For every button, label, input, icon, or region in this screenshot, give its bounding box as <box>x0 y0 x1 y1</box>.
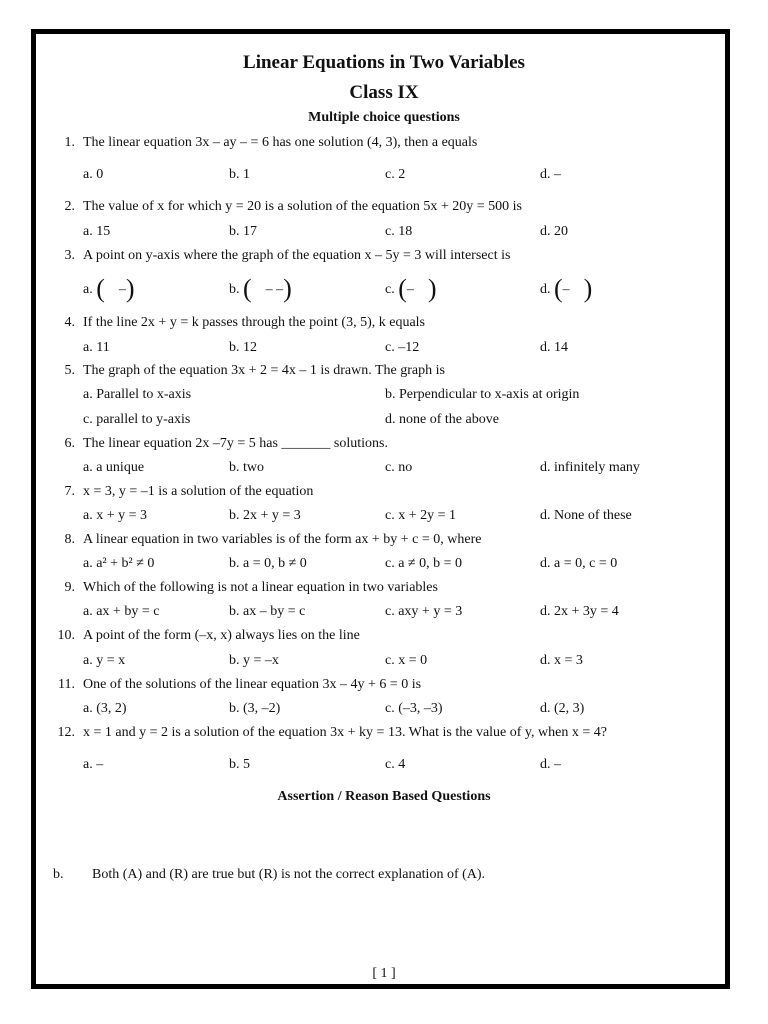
option-b: b. 2x + y = 3 <box>229 508 301 523</box>
question-number: 1. <box>64 135 75 150</box>
option-d: d. – <box>540 167 561 182</box>
option-d: d. None of these <box>540 508 632 523</box>
question-text: The linear equation 3x – ay – = 6 has one solution (4, 3), then a equals <box>83 135 478 150</box>
question-text: A point on y-axis where the graph of the equation x – 5y = 3 will intersect is <box>83 248 511 263</box>
open-paren: ( <box>243 274 252 303</box>
question-12 <box>55 724 607 742</box>
question-number: 2. <box>64 199 75 214</box>
option-fraction: – <box>562 282 570 297</box>
question-number: 7. <box>64 484 75 499</box>
option-b: b. two <box>229 460 264 475</box>
option-d: d. 2x + 3y = 4 <box>540 604 619 619</box>
question-7 <box>55 483 314 501</box>
question-text: A linear equation in two variables is of the form ax + by + c = 0, where <box>83 532 482 547</box>
question-5 <box>55 362 445 380</box>
question-number: 6. <box>64 436 75 451</box>
option-a: a. ax + by = c <box>83 604 160 619</box>
option-c: c. 2 <box>385 167 406 182</box>
option-c: c. x + 2y = 1 <box>385 508 457 523</box>
option-b: b. 17 <box>229 224 257 239</box>
open-paren: ( <box>398 274 407 303</box>
question-number: 3. <box>64 248 75 263</box>
option-c: c. axy + y = 3 <box>385 604 463 619</box>
question-text: Which of the following is not a linear equation in two variables <box>83 580 438 595</box>
option-b: b. ( – –) <box>229 274 292 303</box>
option-a: a. Parallel to x-axis <box>83 387 192 402</box>
option-d: d. infinitely many <box>540 460 640 475</box>
option-b: b. a = 0, b ≠ 0 <box>229 556 307 571</box>
assertion-text: Both (A) and (R) are true but (R) is not the correct explanation of (A). <box>92 867 486 882</box>
question-11 <box>55 676 422 694</box>
section-heading-assertion: Assertion / Reason Based Questions <box>277 789 491 804</box>
option-c: c. (–3, –3) <box>385 701 443 716</box>
question-number: 5. <box>64 363 75 378</box>
question-number: 10. <box>57 628 75 643</box>
option-fraction: – – <box>265 282 284 297</box>
option-a: a. 11 <box>83 340 110 355</box>
option-d: d. x = 3 <box>540 653 583 668</box>
option-d: d. 20 <box>540 224 568 239</box>
section-heading-mcq: Multiple choice questions <box>308 110 460 125</box>
option-d: d. – <box>540 757 561 772</box>
option-b: b. 12 <box>229 340 257 355</box>
option-c: c. –12 <box>385 340 420 355</box>
option-c: c. no <box>385 460 413 475</box>
question-3 <box>55 247 511 265</box>
question-10 <box>55 627 360 645</box>
question-number: 9. <box>64 580 75 595</box>
option-c: c. parallel to y-axis <box>83 412 191 427</box>
option-b: b. y = –x <box>229 653 279 668</box>
question-text: x = 3, y = –1 is a solution of the equation <box>83 484 314 499</box>
option-d: d. 14 <box>540 340 568 355</box>
option-c: c. 18 <box>385 224 413 239</box>
option-b: b. 1 <box>229 167 250 182</box>
close-paren: ) <box>125 274 135 303</box>
option-a: a. 15 <box>83 224 111 239</box>
option-b: b. (3, –2) <box>229 701 281 716</box>
question-6 <box>55 435 388 453</box>
document-title: Linear Equations in Two Variables <box>243 52 525 73</box>
question-number: 4. <box>64 315 75 330</box>
assertion-option-b <box>53 866 486 884</box>
option-c: c. x = 0 <box>385 653 428 668</box>
question-text: One of the solutions of the linear equation 3x – 4y + 6 = 0 is <box>83 677 422 692</box>
question-number: 8. <box>64 532 75 547</box>
question-9 <box>55 579 438 597</box>
option-d: d. none of the above <box>385 412 499 427</box>
option-a: a. – <box>83 757 104 772</box>
option-b: b. 5 <box>229 757 250 772</box>
class-label: Class IX <box>349 82 419 103</box>
option-a: a. a² + b² ≠ 0 <box>83 556 155 571</box>
question-1 <box>55 134 478 152</box>
question-2 <box>55 198 522 216</box>
option-fraction: – <box>118 282 126 297</box>
close-paren: ) <box>427 274 437 303</box>
option-c: c. (– ) <box>385 274 437 303</box>
option-a: a. (3, 2) <box>83 701 127 716</box>
open-paren: ( <box>96 274 105 303</box>
option-d: d. (2, 3) <box>540 701 585 716</box>
question-number: 12. <box>57 725 75 740</box>
option-b: b. ax – by = c <box>229 604 306 619</box>
question-text: A point of the form (–x, x) always lies on the line <box>83 628 360 643</box>
option-c: c. 4 <box>385 757 406 772</box>
question-number: 11. <box>58 677 75 692</box>
option-b: b. Perpendicular to x-axis at origin <box>385 387 580 402</box>
option-d: d. a = 0, c = 0 <box>540 556 618 571</box>
option-d: d. (– ) <box>540 274 593 303</box>
close-paren: ) <box>283 274 292 303</box>
question-8 <box>55 531 482 549</box>
option-a: a. 0 <box>83 167 104 182</box>
option-c: c. a ≠ 0, b = 0 <box>385 556 463 571</box>
close-paren: ) <box>583 274 593 303</box>
question-4 <box>55 314 426 332</box>
open-paren: ( <box>554 274 563 303</box>
option-a: a. a unique <box>83 460 145 475</box>
question-text: The graph of the equation 3x + 2 = 4x – 1 is drawn. The graph is <box>83 363 445 378</box>
question-text: The value of x for which y = 20 is a solution of the equation 5x + 20y = 500 is <box>83 199 522 214</box>
option-fraction: – <box>406 282 414 297</box>
question-text: If the line 2x + y = k passes through the point (3, 5), k equals <box>83 315 426 330</box>
option-a: a. x + y = 3 <box>83 508 148 523</box>
option-a: a. ( –) <box>83 274 135 303</box>
page-number: [ 1 ] <box>372 966 396 981</box>
option-a: a. y = x <box>83 653 126 668</box>
question-text: x = 1 and y = 2 is a solution of the equation 3x + ky = 13. What is the value of y, when x = 4? <box>83 725 607 740</box>
assertion-label: b. <box>53 867 64 882</box>
question-text: The linear equation 2x –7y = 5 has _______ solutions. <box>83 436 388 451</box>
